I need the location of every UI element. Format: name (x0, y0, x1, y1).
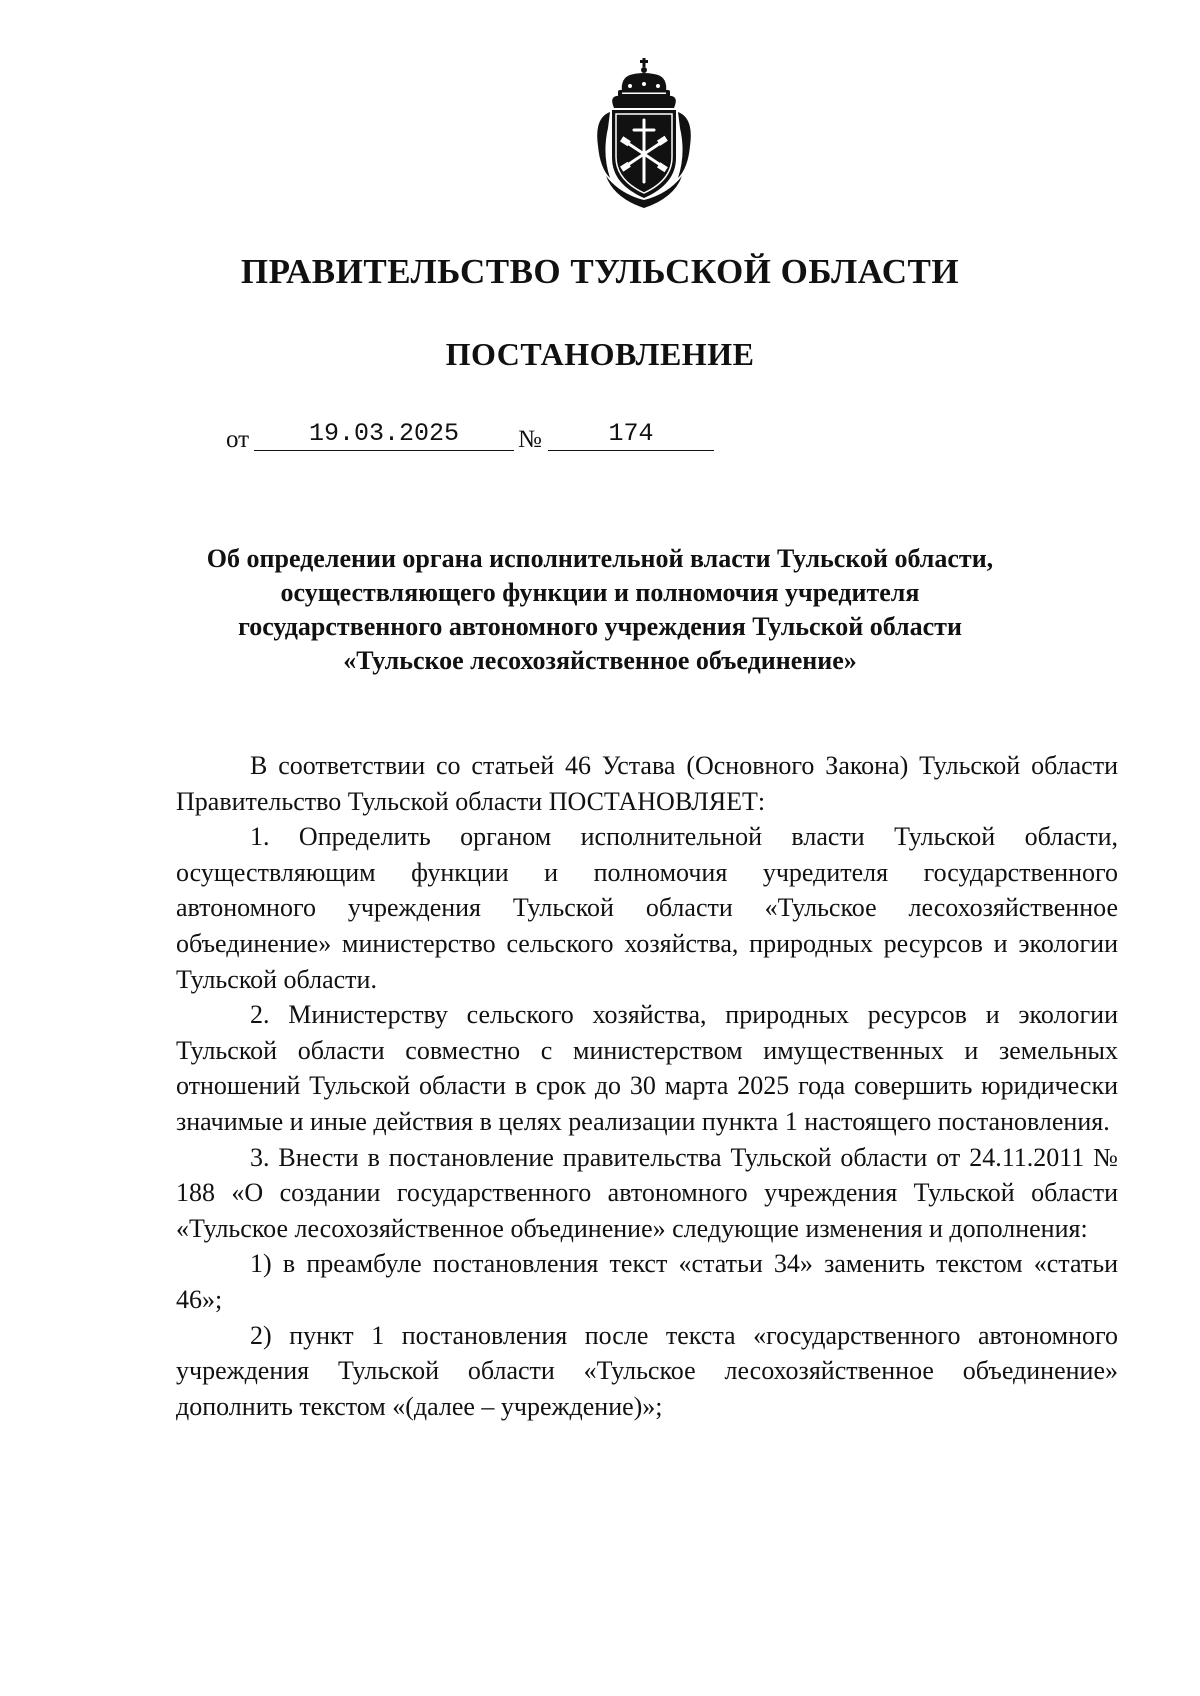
subject-line: государственного автономного учреждения Тульской области (238, 612, 962, 641)
date-prefix: от (226, 426, 250, 453)
body-paragraph: 1. Определить органом исполнительной власти Тульской области, осуществляющим функции и полномочия учредителя государственного автономного учреждения Тульской области «Тульское лесохозяйственное объединение» министерство сельского хозяйства, природных ресурсов и экологии Тульской области. (176, 822, 1118, 994)
subject-line: осуществляющего функции и полномочия учредителя (280, 578, 920, 607)
document-number: 174 (548, 418, 714, 451)
subject-line: «Тульское лесохозяйственное объединение» (343, 646, 857, 675)
document-type: ПОСТАНОВЛЕНИЕ (445, 336, 755, 372)
government-title: ПРАВИТЕЛЬСТВО ТУЛЬСКОЙ ОБЛАСТИ (240, 252, 960, 291)
body-paragraph: 1) в преамбуле постановления текст «статьи 34» заменить текстом «статьи 46»; (176, 1249, 1118, 1314)
body-paragraph: В соответствии со статьей 46 Устава (Основного Закона) Тульской области Правительство Тульской области ПОСТАНОВЛЯЕТ: (176, 751, 1118, 816)
document-date: 19.03.2025 (254, 418, 514, 451)
subject-line: Об определении органа исполнительной власти Тульской области, (206, 544, 994, 573)
document-subject (150, 542, 1050, 678)
tula-coat-of-arms-icon (588, 58, 700, 210)
body-paragraph: 2) пункт 1 постановления после текста «государственного автономного учреждения Тульской области «Тульское лесохозяйственное объединение» дополнить текстом «(далее – учреждение)»; (176, 1320, 1118, 1421)
body-paragraph: 3. Внести в постановление правительства Тульской области от 24.11.2011 № 188 «О создании государственного автономного учреждения Тульской области «Тульское лесохозяйственное объединение» следующие изменения и дополнения: (176, 1142, 1118, 1243)
document-body (176, 748, 1118, 1424)
number-prefix: № (518, 426, 542, 453)
body-paragraph: 2. Министерству сельского хозяйства, природных ресурсов и экологии Тульской области совместно с министерством имущественных и земельных отношений Тульской области в срок до 30 марта 2025 года совершить юридически значимые и иные действия в целях реализации пункта 1 настоящего постановления. (176, 1000, 1118, 1136)
